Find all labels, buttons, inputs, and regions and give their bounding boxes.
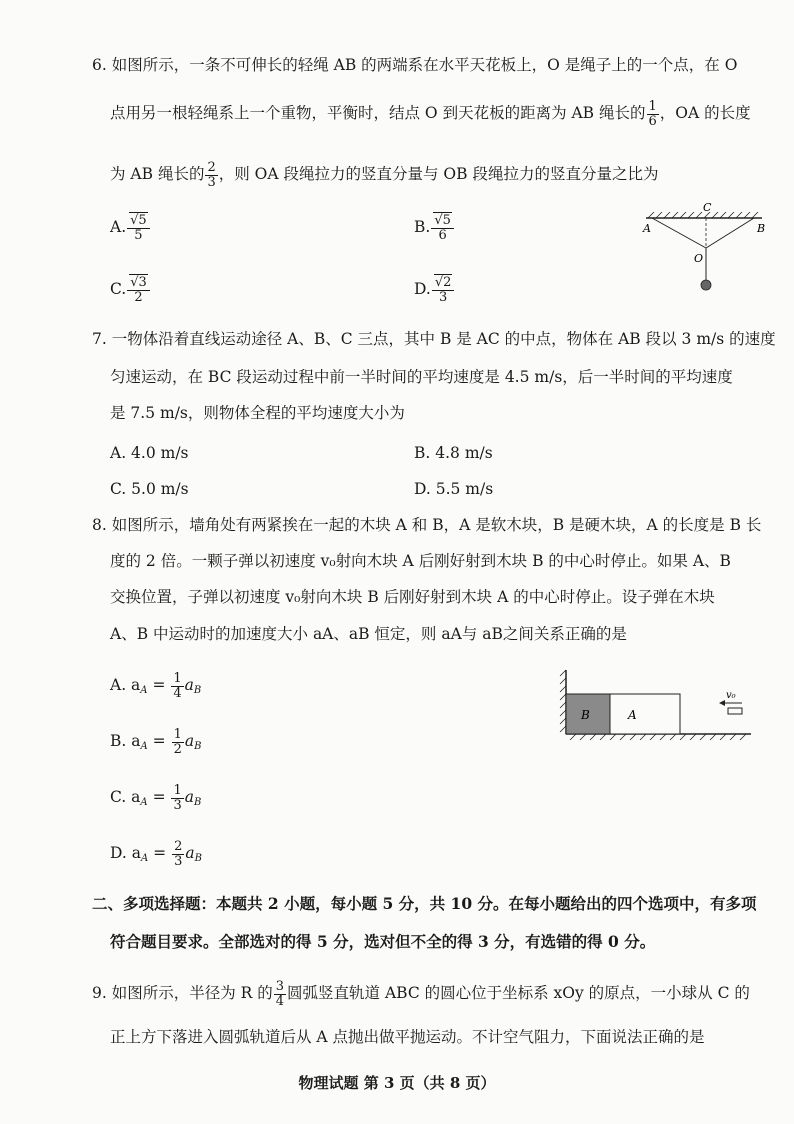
q7-line1: 7. 一物体沿着直线运动途径 A、B、C 三点，其中 B 是 AC 的中点，物体在 AB 段以 3 m/s 的速度 [92, 330, 776, 348]
q6-line3: 为 AB 绳长的 $\frac{2}{3}$ ，则 OA 段绳拉力的竖直分量与 OB 段绳拉力的竖直分量之比为 [110, 160, 659, 190]
fig-label-c: C [703, 201, 712, 214]
q7-line2: 匀速运动，在 BC 段运动过程中前一半时间的平均速度是 4.5 m/s，后一半时间的平均速度 [110, 368, 733, 386]
q6-rope-figure [640, 200, 770, 300]
q8-option-b: B. $a_A$ = $\frac{1}{2}$ $a_B$ [110, 727, 202, 757]
velocity-label: v₀ [726, 690, 736, 701]
fig-label-o: O [694, 252, 704, 265]
q8-option-c: C. $a_A$ = $\frac{1}{3}$ $a_B$ [110, 783, 202, 813]
fraction: $\frac{2}{3}$ [207, 160, 216, 190]
q8-blocks-figure [556, 662, 756, 742]
q8-option-d: D. $a_A$ = $\frac{2}{3}$ $a_B$ [110, 839, 202, 869]
q6-option-a: A. $\frac{√5}{5}$ [110, 214, 151, 242]
q7-option-d: D. 5.5 m/s [414, 480, 494, 498]
q8-line2: 度的 2 倍。一颗子弹以初速度 v₀射向木块 A 后刚好射到木块 B 的中心时停止。如果 A、B [110, 552, 731, 570]
q7-option-a: A. 4.0 m/s [110, 444, 189, 462]
block-a-label: A [628, 708, 637, 722]
q8-line3: 交换位置，子弹以初速度 v₀射向木块 B 后刚好射到木块 A 的中心时停止。设子弹在木块 [110, 588, 715, 606]
fig-label-b: B [757, 222, 766, 235]
q6-option-c: C. $\frac{√3}{2}$ [110, 276, 151, 304]
q7-line3: 是 7.5 m/s，则物体全程的平均速度大小为 [110, 404, 405, 422]
block-b-label: B [581, 708, 590, 722]
q6-option-b: B. $\frac{√5}{6}$ [414, 214, 455, 242]
q9-line2: 正上方下落进入圆弧轨道后从 A 点抛出做平抛运动。不计空气阻力，下面说法正确的是 [110, 1028, 705, 1046]
fraction: $\frac{1}{6}$ [648, 99, 657, 129]
page-footer: 物理试题 第 3 页（共 8 页） [298, 1074, 496, 1092]
fig-label-a: A [643, 222, 651, 235]
section2-line1: 二、多项选择题：本题共 2 小题，每小题 5 分，共 10 分。在每小题给出的四个选项中，有多项 [92, 894, 757, 913]
q8-option-a: A. $a_A$ = $\frac{1}{4}$ $a_B$ [110, 671, 202, 701]
q8-line4: A、B 中运动时的加速度大小 aA、aB 恒定，则 aA与 aB之间关系正确的是 [110, 625, 627, 643]
q6-option-d: D. $\frac{√2}{3}$ [414, 276, 455, 304]
q6-line2: 点用另一根轻绳系上一个重物，平衡时，结点 O 到天花板的距离为 AB 绳长的 $\frac{1}{6}$ ，OA 的长度 [110, 99, 751, 129]
section2-line2: 符合题目要求。全部选对的得 5 分，选对但不全的得 3 分，有选错的得 0 分。 [110, 932, 656, 951]
q6-line1: 6. 如图所示，一条不可伸长的轻绳 AB 的两端系在水平天花板上，O 是绳子上的一个点，在 O [92, 56, 738, 74]
q9-line1: 9. 如图所示，半径为 R 的 $\frac{3}{4}$ 圆弧竖直轨道 ABC 的圆心位于坐标系 xOy 的原点，一小球从 C 的 [92, 979, 750, 1009]
q7-option-c: C. 5.0 m/s [110, 480, 189, 498]
q8-line1: 8. 如图所示，墙角处有两紧挨在一起的木块 A 和 B，A 是软木块，B 是硬木块，A 的长度是 B 长 [92, 516, 762, 534]
q7-option-b: B. 4.8 m/s [414, 444, 493, 462]
